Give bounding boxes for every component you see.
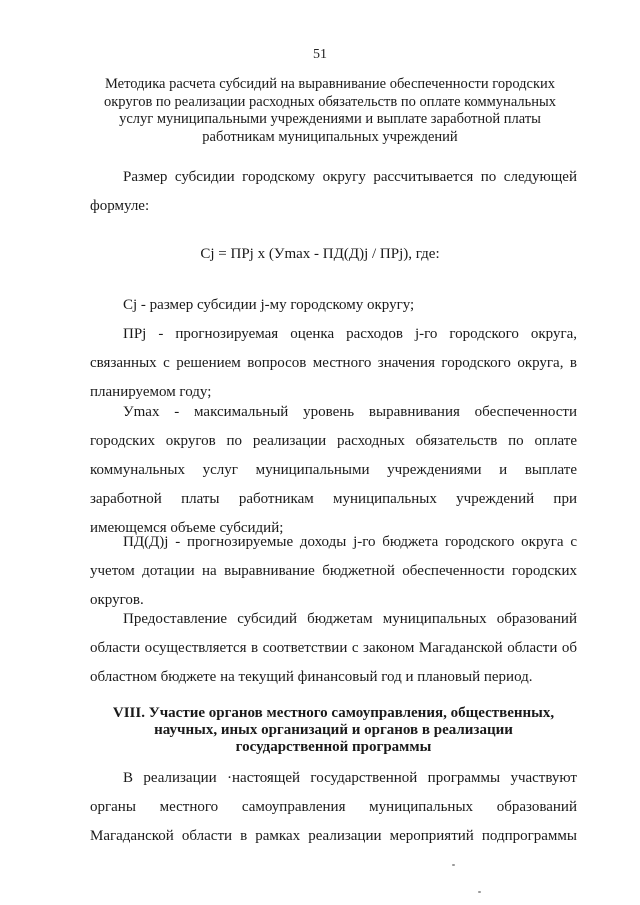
page-number: 51 <box>313 47 327 62</box>
provision-paragraph <box>90 605 577 692</box>
intro-paragraph <box>90 163 577 221</box>
paragraph-line: Уmax - максимальный уровень выравнивания обеспеченности <box>123 404 577 420</box>
definition-umax <box>90 398 577 543</box>
paragraph-line: Размер субсидии городскому округу рассчитывается по следующей <box>123 169 577 185</box>
heading-line: услуг муниципальными учреждениями и выплате заработной платы <box>119 111 541 127</box>
paragraph-line: формуле: <box>90 198 150 214</box>
heading-line: округов по реализации расходных обязательств по оплате коммунальных <box>104 93 556 110</box>
paragraph-line: области осуществляется в соответствии с законом Магаданской области об <box>90 640 577 656</box>
scan-speck <box>478 891 481 893</box>
section-heading-line: научных, иных организаций и органов в реализации <box>154 722 513 738</box>
scan-speck <box>452 864 455 866</box>
paragraph-line: органы местного самоуправления муниципальных образований <box>90 799 577 815</box>
section-heading-line: государственной программы <box>235 739 432 755</box>
paragraph-line: ПД(Д)j - прогнозируемые доходы j-го бюджета городского округа с <box>123 534 577 550</box>
section-viii-heading <box>90 705 577 756</box>
paragraph-line: связанных с решением вопросов местного значения городского округа, в <box>90 355 577 371</box>
paragraph-line: ПРj - прогнозируемая оценка расходов j-го городского округа, <box>123 326 577 342</box>
paragraph-line: городских округов по реализации расходных обязательств по оплате <box>90 433 577 449</box>
paragraph-line: Предоставление субсидий бюджетам муниципальных образований <box>123 611 577 627</box>
paragraph-line: округов. <box>90 592 144 608</box>
heading-line: Методика расчета субсидий на выравнивание обеспеченности городских <box>104 76 556 92</box>
paragraph-line: Cj - размер субсидии j-му городскому округу; <box>123 297 415 313</box>
definition-pddj <box>90 528 577 615</box>
subsidy-formula: Cj = ПРj x (Уmax - ПД(Д)j / ПРj), где: <box>200 246 440 262</box>
paragraph-line: имеющемся объеме субсидий; <box>90 520 284 536</box>
section-heading-line: VIII. Участие органов местного самоуправления, общественных, <box>112 705 555 721</box>
section-viii-body <box>90 764 577 851</box>
methodology-heading <box>90 76 570 146</box>
definition-cj <box>90 291 577 320</box>
paragraph-line: областном бюджете на текущий финансовый год и плановый период. <box>90 669 533 685</box>
paragraph-line: В реализации ·настоящей государственной программы участвуют <box>123 770 577 786</box>
paragraph-line: заработной платы работникам муниципальных учреждений при <box>90 491 577 507</box>
paragraph-line: планируемом году; <box>90 384 212 400</box>
definition-prj <box>90 320 577 407</box>
paragraph-line: учетом дотации на выравнивание бюджетной обеспеченности городских <box>90 563 577 579</box>
paragraph-line: коммунальных услуг муниципальными учреждениями и выплате <box>90 462 577 478</box>
heading-line: работникам муниципальных учреждений <box>202 128 458 145</box>
paragraph-line: Магаданской области в рамках реализации мероприятий подпрограммы <box>90 828 577 844</box>
